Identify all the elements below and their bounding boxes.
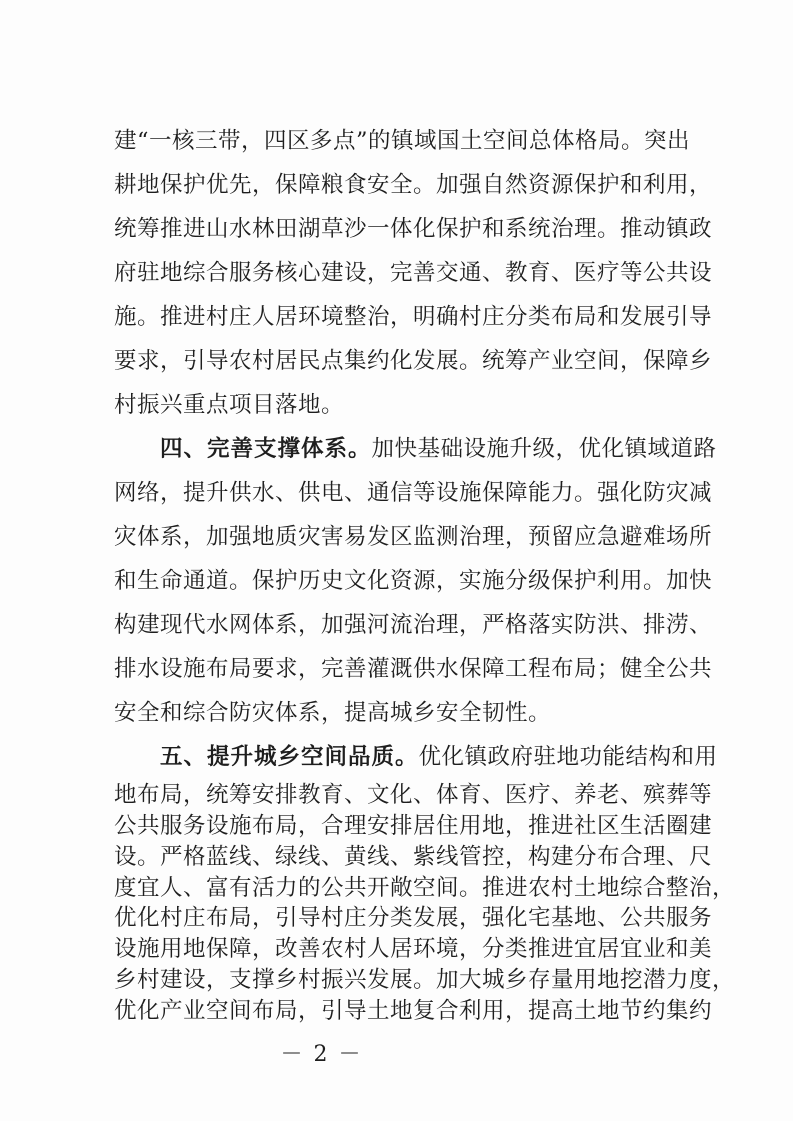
paragraph-line: 府驻地综合服务核心建设，完善交通、教育、医疗等公共设 [114, 260, 713, 286]
paragraph-line: 灾体系，加强地质灾害易发区监测治理，预留应急避难场所 [114, 524, 713, 550]
section-4-first-line-text: 加快基础设施升级，优化镇域道路 [371, 436, 717, 462]
paragraph-line: 网络，提升供水、供电、通信等设施保障能力。强化防灾减 [114, 480, 713, 506]
paragraph-line: 乡村建设，支撑乡村振兴发展。加大城乡存量用地挖潜力度， [114, 967, 736, 994]
page-number: － 2 － [280, 1042, 363, 1067]
paragraph-line: 地布局，统筹安排教育、文化、体育、医疗、养老、殡葬等 [114, 782, 713, 808]
paragraph-line: 公共服务设施布局，合理安排居住用地，推进社区生活圈建 [114, 812, 713, 839]
paragraph-line: 施。推进村庄人居环境整治，明确村庄分类布局和发展引导 [114, 304, 713, 330]
section-5-first-line-text: 优化镇政府驻地功能结构和用 [418, 744, 718, 770]
paragraph-line: 安全和综合防灾体系，提高城乡安全韧性。 [114, 700, 552, 726]
section-4-first-line [160, 427, 717, 471]
paragraph-line: 优化村庄布局，引导村庄分类发展，强化宅基地、公共服务 [114, 905, 713, 932]
paragraph-line: 要求，引导农村居民点集约化发展。统筹产业空间，保障乡 [114, 348, 713, 374]
section-4-heading: 四、完善支撑体系。 [160, 436, 372, 462]
paragraph-line: 统筹推进山水林田湖草沙一体化保护和系统治理。推动镇政 [114, 216, 713, 242]
paragraph-line: 建“一核三带，四区多点”的镇域国土空间总体格局。突出 [114, 128, 691, 154]
paragraph-line: 构建现代水网体系，加强河流治理，严格落实防洪、排涝、 [114, 612, 713, 638]
paragraph-line: 耕地保护优先，保障粮食安全。加强自然资源保护和利用， [114, 172, 713, 198]
paragraph-line: 村振兴重点项目落地。 [114, 392, 345, 418]
paragraph-line: 排水设施布局要求，完善灌溉供水保障工程布局；健全公共 [114, 656, 713, 682]
paragraph-line: 优化产业空间布局，引导土地复合利用，提高土地节约集约 [114, 998, 713, 1024]
paragraph-line: 度宜人、富有活力的公共开敞空间。推进农村土地综合整治， [114, 874, 736, 901]
paragraph-line: 和生命通道。保护历史文化资源，实施分级保护利用。加快 [114, 568, 713, 594]
paragraph-line: 设施用地保障，改善农村人居环境，分类推进宜居宜业和美 [114, 936, 713, 963]
section-5-first-line [160, 735, 718, 779]
paragraph-line: 设。严格蓝线、绿线、黄线、紫线管控，构建分布合理、尺 [114, 843, 713, 870]
section-5-heading: 五、提升城乡空间品质。 [160, 744, 419, 770]
